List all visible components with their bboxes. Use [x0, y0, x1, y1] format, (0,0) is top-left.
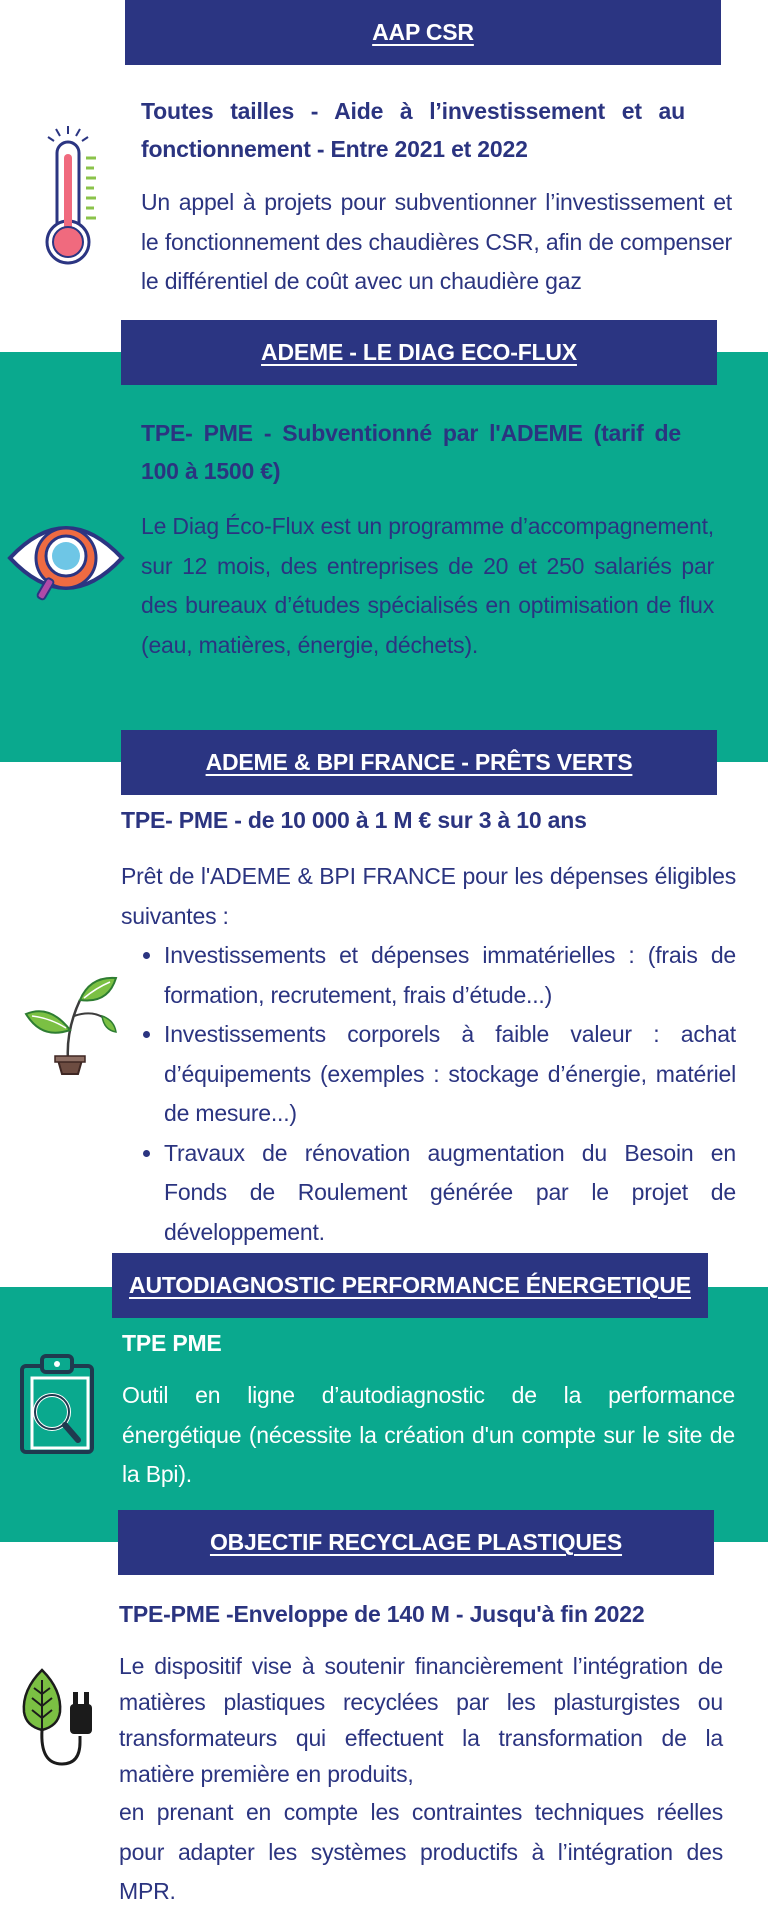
section-2-body: Le Diag Éco-Flux est un programme d’accompagnement, sur 12 mois, des entreprises de 20 et 250 salariés par des bureaux d’études spécialisés en optimisation de flux (eau, matières, énergie, déchets).	[141, 513, 714, 658]
plant-icon	[22, 970, 120, 1075]
section-1-subtitle: Toutes tailles - Aide à l’investissement et au fonctionnement - Entre 2021 et 2022	[141, 98, 685, 162]
clipboard-search-icon	[18, 1352, 96, 1454]
thermometer-icon	[40, 124, 110, 269]
section-4-banner-title: AUTODIAGNOSTIC PERFORMANCE ÉNERGETIQUE	[129, 1272, 691, 1298]
section-1-body: Un appel à projets pour subventionner l’investissement et le fonctionnement des chaudières CSR, afin de compenser le différentiel de coût avec un chaudière gaz	[141, 189, 732, 294]
section-5-body: Le dispositif vise à soutenir financièrement l’intégration de matières plastiques recyclées par les plasturgistes ou transformateurs qui effectuent la transformation de la matière première en produits,	[119, 1653, 723, 1787]
section-5-subtitle: TPE-PME -Enveloppe de 140 M - Jusqu'à fin 2022	[119, 1601, 645, 1627]
section-1-banner-title: AAP CSR	[372, 19, 474, 45]
list-item: • Investissements et dépenses immatérielles : (frais de formation, recrutement, frais d’étude...)	[164, 936, 736, 1015]
eye-magnifier-icon	[6, 508, 126, 608]
section-5-banner-title: OBJECTIF RECYCLAGE PLASTIQUES	[209, 1529, 623, 1555]
section-5-body-continued: en prenant en compte les contraintes techniques réelles pour adapter les systèmes productifs à l’intégration des MPR.	[119, 1799, 723, 1904]
section-4-subtitle: TPE PME	[122, 1330, 222, 1356]
section-3-banner	[121, 730, 717, 795]
section-5-banner	[118, 1510, 714, 1575]
section-3-subtitle: TPE- PME - de 10 000 à 1 M € sur 3 à 10 ans	[121, 807, 587, 833]
section-2-banner	[121, 320, 717, 385]
list-item: • Travaux de rénovation augmentation du Besoin en Fonds de Roulement générée par le projet de développement.	[164, 1134, 736, 1253]
section-3-bullet-list	[121, 936, 736, 1252]
section-2-subtitle: TPE- PME - Subventionné par l'ADEME (tarif de 100 à 1500 €)	[141, 420, 681, 484]
section-4-body: Outil en ligne d’autodiagnostic de la performance énergétique (nécessite la création d'un compte sur le site de la Bpi).	[122, 1382, 735, 1487]
section-3-intro: Prêt de l'ADEME & BPI FRANCE pour les dépenses éligibles suivantes :	[121, 863, 736, 929]
section-3-banner-title: ADEME & BPI FRANCE - PRÊTS VERTS	[205, 749, 633, 775]
leaf-plug-icon	[18, 1666, 98, 1768]
list-item: • Investissements corporels à faible valeur : achat d’équipements (exemples : stockage d’énergie, matériel de mesure...)	[164, 1015, 736, 1134]
section-1-banner	[125, 0, 721, 65]
section-4-banner	[112, 1253, 708, 1318]
section-2-banner-title: ADEME - LE DIAG ECO-FLUX	[261, 339, 577, 365]
